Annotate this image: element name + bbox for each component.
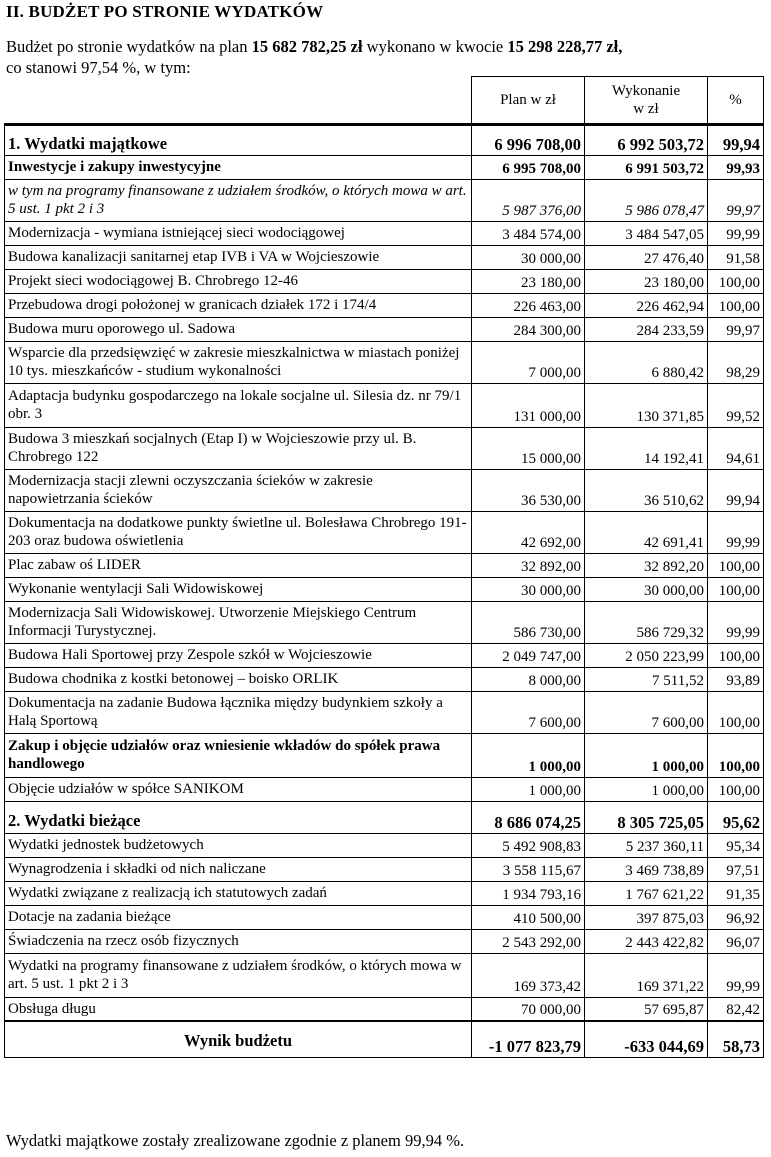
row-plan: 1 934 793,16 [472,881,585,905]
row-percent: 99,97 [708,317,764,341]
row-percent: 95,34 [708,833,764,857]
row-wykonanie: 130 371,85 [585,383,708,427]
row-plan: 7 000,00 [472,341,585,383]
row-wykonanie: 30 000,00 [585,577,708,601]
row-label: Wykonanie wentylacji Sali Widowiskowej [5,577,472,601]
intro-paragraph [6,36,766,78]
row-percent: 91,58 [708,245,764,269]
row-plan: 7 600,00 [472,691,585,733]
row-percent: 100,00 [708,777,764,801]
row-percent: 97,51 [708,857,764,881]
total-row [5,1021,764,1057]
table-row [5,905,764,929]
row-label: Wydatki związane z realizacją ich statutowych zadań [5,881,472,905]
row-label: w tym na programy finansowane z udziałem środków, o których mowa w art. 5 ust. 1 pkt 2 i 3 [5,179,472,221]
row-percent: 99,99 [708,221,764,245]
row-plan: 5 987 376,00 [472,179,585,221]
intro-done-amount: 15 298 228,77 zł, [507,37,623,56]
row-wykonanie: 6 991 503,72 [585,155,708,179]
row-label: Budowa muru oporowego ul. Sadowa [5,317,472,341]
total-label: Wynik budżetu [5,1021,472,1057]
table-row [5,577,764,601]
header-empty-cell [5,77,472,124]
row-wykonanie: 586 729,32 [585,601,708,643]
row-percent: 100,00 [708,293,764,317]
row-wykonanie: 1 000,00 [585,777,708,801]
row-wykonanie: 6 992 503,72 [585,125,708,155]
row-percent: 99,99 [708,953,764,997]
row-plan: 30 000,00 [472,577,585,601]
total-wykonanie: -633 044,69 [585,1021,708,1057]
row-label: Wsparcie dla przedsięwzięć w zakresie mieszkalnictwa w miastach poniżej 10 tys. mieszkańców - studium wykonalności [5,341,472,383]
row-label: Wydatki na programy finansowane z udziałem środków, o których mowa w art. 5 ust. 1 pkt 2 i 3 [5,953,472,997]
row-wykonanie: 169 371,22 [585,953,708,997]
table-row [5,469,764,511]
row-plan: 3 484 574,00 [472,221,585,245]
row-label: Plac zabaw oś LIDER [5,553,472,577]
row-plan: 410 500,00 [472,905,585,929]
table-row [5,833,764,857]
row-label: Obsługa długu [5,997,472,1021]
header-wykonanie [585,77,708,124]
row-wykonanie: 7 511,52 [585,667,708,691]
row-label: Modernizacja Sali Widowiskowej. Utworzenie Miejskiego Centrum Informacji Turystycznej. [5,601,472,643]
row-wykonanie: 27 476,40 [585,245,708,269]
table-row [5,801,764,833]
table-row [5,341,764,383]
row-wykonanie: 2 050 223,99 [585,643,708,667]
row-plan: 5 492 908,83 [472,833,585,857]
row-percent: 99,93 [708,155,764,179]
table-row [5,601,764,643]
row-label: Dokumentacja na zadanie Budowa łącznika między budynkiem szkoły a Halą Sportową [5,691,472,733]
total-percent: 58,73 [708,1021,764,1057]
row-plan: 2 543 292,00 [472,929,585,953]
row-percent: 98,29 [708,341,764,383]
row-wykonanie: 57 695,87 [585,997,708,1021]
row-wykonanie: 226 462,94 [585,293,708,317]
row-percent: 95,62 [708,801,764,833]
row-plan: 6 995 708,00 [472,155,585,179]
table-row [5,427,764,469]
row-label: Wynagrodzenia i składki od nich naliczane [5,857,472,881]
total-plan: -1 077 823,79 [472,1021,585,1057]
table-row [5,691,764,733]
row-plan: 1 000,00 [472,733,585,777]
table-row [5,317,764,341]
row-wykonanie: 7 600,00 [585,691,708,733]
intro-text-1: Budżet po stronie wydatków na plan [6,37,252,56]
row-label: Zakup i objęcie udziałów oraz wniesienie wkładów do spółek prawa handlowego [5,733,472,777]
table-row [5,245,764,269]
table-row [5,929,764,953]
row-percent: 100,00 [708,577,764,601]
row-plan: 169 373,42 [472,953,585,997]
table-row [5,179,764,221]
row-plan: 42 692,00 [472,511,585,553]
table-row [5,511,764,553]
row-label: Dokumentacja na dodatkowe punkty świetlne ul. Bolesława Chrobrego 191-203 oraz budowa oświetlenia [5,511,472,553]
row-wykonanie: 32 892,20 [585,553,708,577]
intro-text-2: wykonano w kwocie [362,37,508,56]
row-wykonanie: 23 180,00 [585,269,708,293]
table-row [5,269,764,293]
row-wykonanie: 1 767 621,22 [585,881,708,905]
table-row [5,733,764,777]
row-label: Budowa kanalizacji sanitarnej etap IVB i VA w Wojcieszowie [5,245,472,269]
row-wykonanie: 5 986 078,47 [585,179,708,221]
row-plan: 30 000,00 [472,245,585,269]
row-plan: 23 180,00 [472,269,585,293]
row-wykonanie: 5 237 360,11 [585,833,708,857]
row-label: Przebudowa drogi położonej w granicach działek 172 i 174/4 [5,293,472,317]
row-percent: 99,97 [708,179,764,221]
row-label: 1. Wydatki majątkowe [5,125,472,155]
expenditure-table-body [5,77,764,1058]
row-label: Inwestycje i zakupy inwestycyjne [5,155,472,179]
table-row [5,553,764,577]
row-percent: 93,89 [708,667,764,691]
table-row [5,293,764,317]
row-percent: 94,61 [708,427,764,469]
row-percent: 99,99 [708,511,764,553]
row-plan: 6 996 708,00 [472,125,585,155]
row-percent: 100,00 [708,691,764,733]
row-percent: 100,00 [708,553,764,577]
row-label: 2. Wydatki bieżące [5,801,472,833]
row-label: Wydatki jednostek budżetowych [5,833,472,857]
row-wykonanie: 284 233,59 [585,317,708,341]
row-wykonanie: 36 510,62 [585,469,708,511]
table-row [5,953,764,997]
row-plan: 586 730,00 [472,601,585,643]
row-wykonanie: 3 484 547,05 [585,221,708,245]
row-plan: 131 000,00 [472,383,585,427]
row-label: Projekt sieci wodociągowej B. Chrobrego 12-46 [5,269,472,293]
row-wykonanie: 397 875,03 [585,905,708,929]
row-label: Budowa 3 mieszkań socjalnych (Etap I) w Wojcieszowie przy ul. B. Chrobrego 122 [5,427,472,469]
footer-note: Wydatki majątkowe zostały zrealizowane zgodnie z planem 99,94 %. [6,1131,465,1150]
table-row [5,155,764,179]
row-plan: 70 000,00 [472,997,585,1021]
row-percent: 100,00 [708,643,764,667]
table-row [5,997,764,1021]
row-label: Budowa Hali Sportowej przy Zespole szkół w Wojcieszowie [5,643,472,667]
header-wykonanie-line1: Wykonanie [611,82,681,99]
header-percent: % [708,77,764,124]
row-plan: 15 000,00 [472,427,585,469]
row-percent: 96,92 [708,905,764,929]
header-plan: Plan w zł [472,77,585,124]
row-percent: 82,42 [708,997,764,1021]
row-label: Dotacje na zadania bieżące [5,905,472,929]
intro-plan-amount: 15 682 782,25 zł [251,37,363,56]
table-row [5,221,764,245]
intro-text-3: co stanowi 97,54 %, w tym: [6,58,191,77]
table-header-row [5,77,764,124]
expenditure-table [4,76,764,1058]
row-percent: 100,00 [708,733,764,777]
row-wykonanie: 1 000,00 [585,733,708,777]
row-label: Budowa chodnika z kostki betonowej – boisko ORLIK [5,667,472,691]
row-percent: 96,07 [708,929,764,953]
row-plan: 36 530,00 [472,469,585,511]
row-wykonanie: 42 691,41 [585,511,708,553]
row-label: Modernizacja stacji zlewni oczyszczania ścieków w zakresie napowietrzania ścieków [5,469,472,511]
table-row [5,857,764,881]
header-wykonanie-line2: w zł [633,100,659,117]
row-percent: 99,94 [708,125,764,155]
table-row [5,125,764,155]
row-wykonanie: 8 305 725,05 [585,801,708,833]
row-wykonanie: 6 880,42 [585,341,708,383]
row-wykonanie: 2 443 422,82 [585,929,708,953]
row-plan: 2 049 747,00 [472,643,585,667]
row-wykonanie: 3 469 738,89 [585,857,708,881]
row-plan: 8 000,00 [472,667,585,691]
row-label: Świadczenia na rzecz osób fizycznych [5,929,472,953]
table-row [5,667,764,691]
page-heading: II. BUDŻET PO STRONIE WYDATKÓW [6,2,324,21]
row-plan: 8 686 074,25 [472,801,585,833]
row-wykonanie: 14 192,41 [585,427,708,469]
row-percent: 99,99 [708,601,764,643]
row-percent: 100,00 [708,269,764,293]
table-row [5,777,764,801]
table-row [5,881,764,905]
row-label: Modernizacja - wymiana istniejącej sieci wodociągowej [5,221,472,245]
row-plan: 3 558 115,67 [472,857,585,881]
table-row [5,383,764,427]
row-percent: 99,52 [708,383,764,427]
row-label: Adaptacja budynku gospodarczego na lokale socjalne ul. Silesia dz. nr 79/1 obr. 3 [5,383,472,427]
row-percent: 91,35 [708,881,764,905]
row-label: Objęcie udziałów w spółce SANIKOM [5,777,472,801]
row-plan: 32 892,00 [472,553,585,577]
row-percent: 99,94 [708,469,764,511]
table-row [5,643,764,667]
row-plan: 226 463,00 [472,293,585,317]
row-plan: 284 300,00 [472,317,585,341]
row-plan: 1 000,00 [472,777,585,801]
